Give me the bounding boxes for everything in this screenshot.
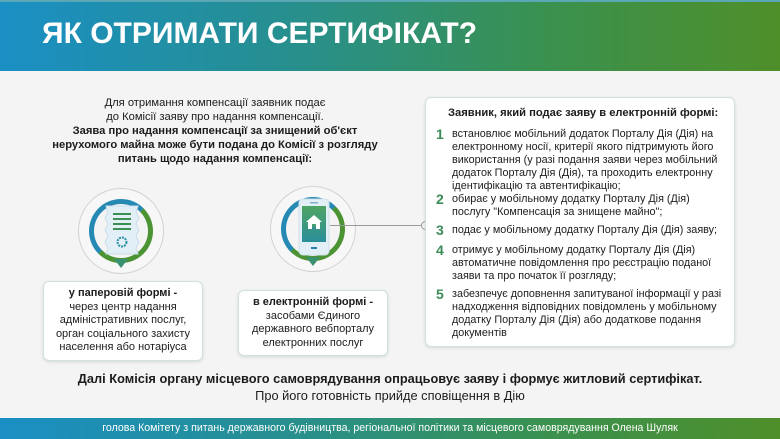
footer-attribution: голова Комітету з питань державного будівництва, регіональної політики та місцевого самоврядування Олена Шуляк [102,422,678,434]
intro-line-1: Для отримання компенсації заявник подає [104,97,326,109]
step-number: 5 [436,286,444,302]
paper-form-title: у паперовій формі - [68,287,178,299]
paper-form-text: через центр надання адміністративних послуг, орган соціального захисту населення або нотаріуса [55,300,191,353]
electronic-form-text: засобами Єдиного державного вебпорталу електронних послуг [251,309,375,349]
step-number: 3 [436,222,444,238]
intro-bold: Заява про надання компенсації за знищений об'єкт нерухомого майна може бути подана до Комісії з розгляду питань щодо надання компенсації: [52,125,378,165]
step-text: подає у мобільному додатку Порталу Дія (Дія) заяву; [452,224,718,236]
header-top-line [0,0,780,2]
badge-pointer [306,257,320,266]
mobile-home-icon [298,198,330,256]
electronic-steps-panel [425,97,735,347]
badge-pointer [114,259,128,268]
paper-form-card [43,281,203,361]
outro-normal: Про його готовність прийде сповіщення в Дію [255,388,525,403]
step-number: 2 [436,191,444,207]
outro-text [0,370,780,404]
step-item [436,288,726,340]
paper-document-icon [103,204,141,256]
page-title: ЯК ОТРИМАТИ СЕРТИФІКАТ? [42,17,478,50]
intro-line-2: до Комісії заяву про надання компенсації. [106,111,324,123]
electronic-form-card [238,290,388,356]
step-text: отримує у мобільному додатку Порталу Дія (Дія) автоматичне повідомлення про реєстрацію поданої заяви та про початок її розгляду; [452,244,712,282]
step-text: забезпечує доповнення запитуваної інформації у разі надходження відповідних повідомлень у мобільному додатку Порталу Дія (Дія) або додаткове подання документів [452,288,722,339]
step-item [436,193,726,219]
panel-heading: Заявник, який подає заяву в електронній формі: [448,107,719,119]
step-item [436,224,726,237]
step-item [436,244,726,283]
step-item [436,128,726,193]
step-number: 4 [436,242,444,258]
outro-bold: Далі Комісія органу місцевого самоврядування опрацьовує заяву і формує житловий сертифікат. [77,371,703,386]
paper-form-badge [78,188,164,274]
step-text: встановлює мобільний додаток Порталу Дія (Дія) на електронному носії, критерії якого підтримують його використання (у разі подання заяви через мобільний додаток Порталу Дія (Дія), та проходить електронну ідентифікацію та автентифікацію; [452,128,718,192]
intro-text [40,96,390,166]
footer-banner [0,418,780,439]
step-text: обирає у мобільному додатку Порталу Дія (Дія) послугу "Компенсація за знищене майно"; [452,193,690,218]
electronic-form-title: в електронній формі - [252,296,374,308]
connector-line [330,225,426,226]
electronic-form-badge [270,186,356,272]
step-number: 1 [436,126,444,142]
header-banner [0,0,780,71]
